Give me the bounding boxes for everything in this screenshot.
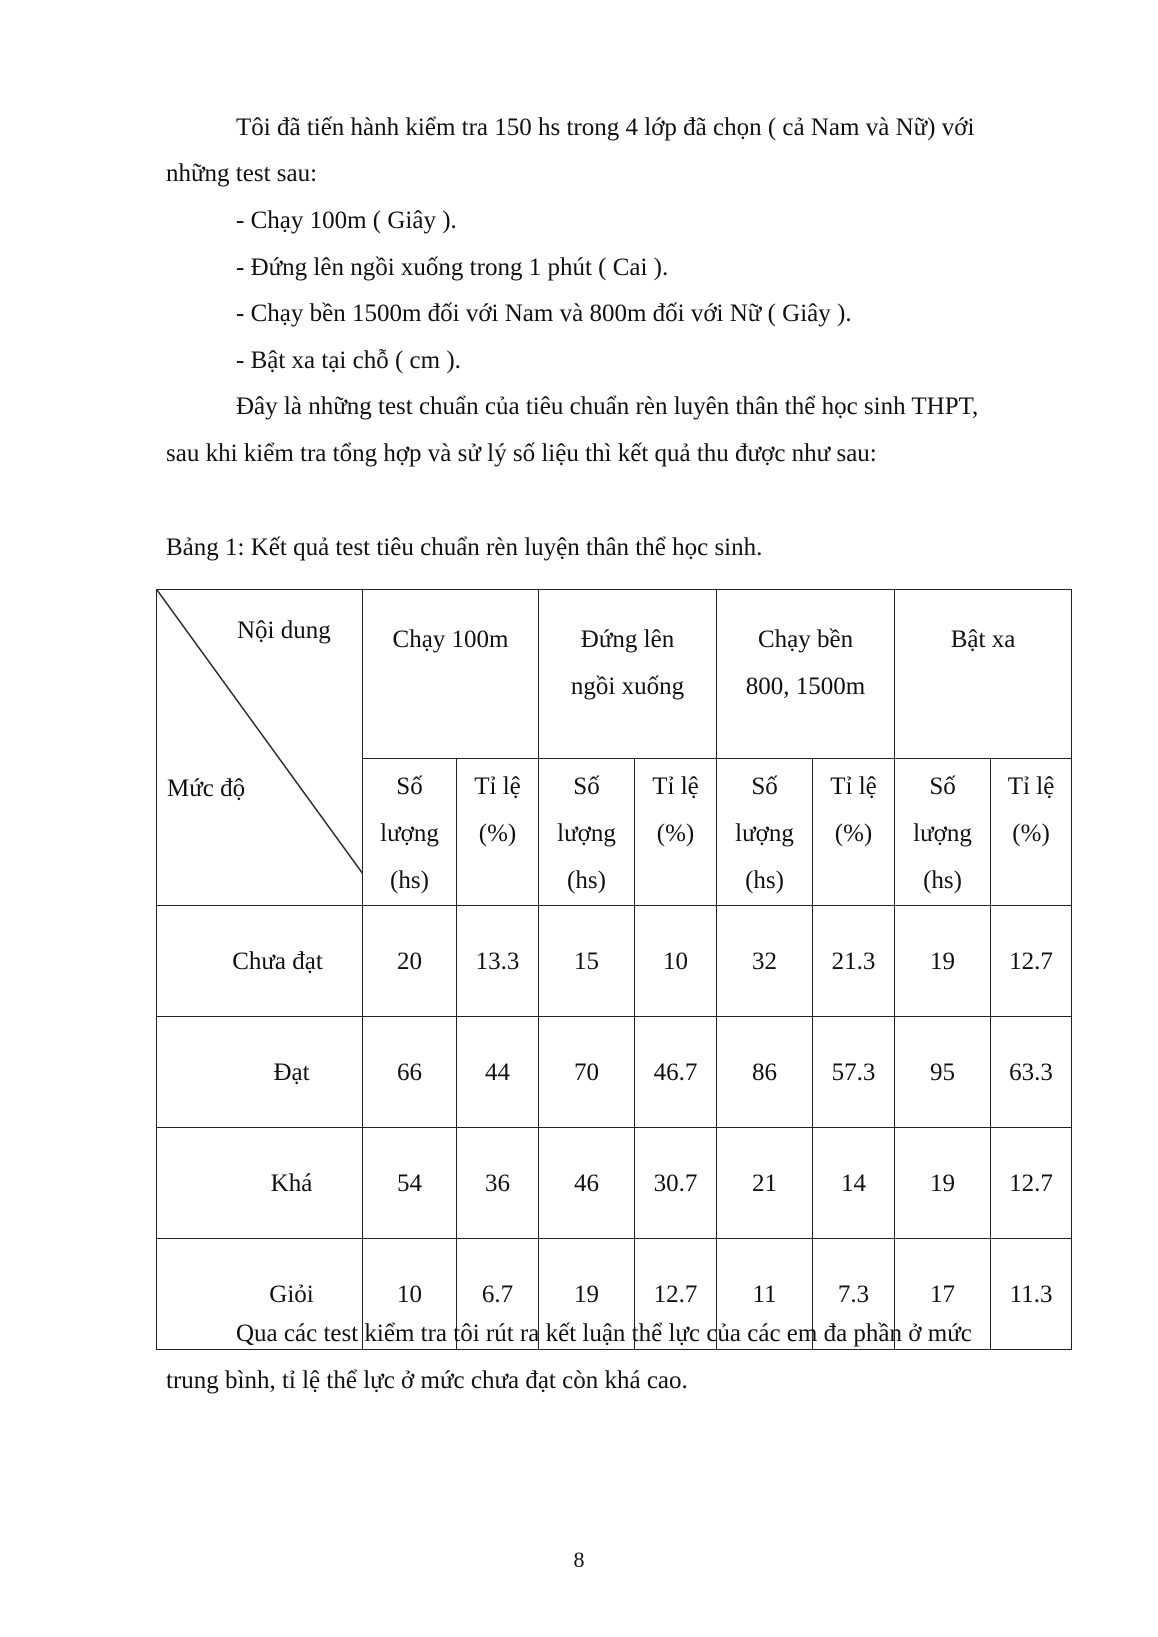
table-cell: 14 — [813, 1128, 895, 1239]
row-label: Đạt — [157, 1017, 363, 1128]
sub-header-count: Số lượng (hs) — [895, 759, 991, 906]
table-cell: 12.7 — [635, 1239, 717, 1350]
sub-header-count: Số lượng (hs) — [717, 759, 813, 906]
corner-bottom-label: Mức độ — [167, 775, 246, 802]
group-header: Đứng lên ngồi xuống — [539, 590, 717, 759]
page-number: 8 — [573, 1547, 585, 1572]
table-corner-header — [157, 590, 363, 906]
table-cell: 19 — [539, 1239, 635, 1350]
bullet-item: - Chạy 100m ( Giây ). — [236, 207, 457, 234]
table-cell: 20 — [363, 906, 457, 1017]
bullet-item: - Bật xa tại chỗ ( cm ). — [236, 347, 461, 374]
sub-header-count: Số lượng (hs) — [539, 759, 635, 906]
sub-header-count: Số lượng (hs) — [363, 759, 457, 906]
table-cell: 86 — [717, 1017, 813, 1128]
table-cell: 6.7 — [457, 1239, 539, 1350]
table-cell: 12.7 — [991, 1128, 1072, 1239]
paragraph-3-line-2: trung bình, tỉ lệ thể lực ở mức chưa đạt còn khá cao. — [166, 1367, 688, 1394]
table-cell: 32 — [717, 906, 813, 1017]
table-cell: 70 — [539, 1017, 635, 1128]
table-cell: 95 — [895, 1017, 991, 1128]
table-cell: 21 — [717, 1128, 813, 1239]
table-cell: 19 — [895, 1128, 991, 1239]
results-table — [156, 589, 1072, 1350]
sub-header-rate: Tỉ lệ (%) — [635, 759, 717, 906]
paragraph-1-line-2: những test sau: — [166, 160, 318, 187]
table-row — [157, 1017, 1072, 1128]
paragraph-1-line-1: Tôi đã tiến hành kiểm tra 150 hs trong 4 lớp đã chọn ( cả Nam và Nữ) với — [236, 114, 975, 141]
table-cell: 21.3 — [813, 906, 895, 1017]
table-cell: 63.3 — [991, 1017, 1072, 1128]
table-cell: 19 — [895, 906, 991, 1017]
corner-top-label: Nội dung — [237, 617, 331, 644]
group-header: Chạy bền 800, 1500m — [717, 590, 895, 759]
group-header: Bật xa — [895, 590, 1072, 759]
bullet-item: - Chạy bền 1500m đối với Nam và 800m đối với Nữ ( Giây ). — [236, 300, 852, 327]
bullet-item: - Đứng lên ngồi xuống trong 1 phút ( Cai ). — [236, 254, 669, 281]
table-cell: 17 — [895, 1239, 991, 1350]
row-label: Giỏi — [157, 1239, 363, 1350]
table-row — [157, 906, 1072, 1017]
paragraph-2-line-2: sau khi kiểm tra tổng hợp và sử lý số liệu thì kết quả thu được như sau: — [166, 440, 877, 467]
table-cell: 11.3 — [991, 1239, 1072, 1350]
table-cell: 54 — [363, 1128, 457, 1239]
table-caption: Bảng 1: Kết quả test tiêu chuẩn rèn luyện thân thể học sinh. — [166, 534, 763, 561]
table-cell: 36 — [457, 1128, 539, 1239]
table-cell: 66 — [363, 1017, 457, 1128]
sub-header-rate: Tỉ lệ (%) — [991, 759, 1072, 906]
table-row — [157, 1128, 1072, 1239]
table-cell: 11 — [717, 1239, 813, 1350]
table-cell: 30.7 — [635, 1128, 717, 1239]
table-cell: 10 — [363, 1239, 457, 1350]
group-header: Chạy 100m — [363, 590, 539, 759]
table-cell: 7.3 — [813, 1239, 895, 1350]
table-cell: 15 — [539, 906, 635, 1017]
paragraph-2-line-1: Đây là những test chuẩn của tiêu chuẩn rèn luyên thân thể học sinh THPT, — [236, 393, 979, 420]
table-cell: 44 — [457, 1017, 539, 1128]
sub-header-rate: Tỉ lệ (%) — [813, 759, 895, 906]
table-cell: 12.7 — [991, 906, 1072, 1017]
table-cell: 13.3 — [457, 906, 539, 1017]
sub-header-rate: Tỉ lệ (%) — [457, 759, 539, 906]
row-label: Chưa đạt — [157, 906, 363, 1017]
table-cell: 46 — [539, 1128, 635, 1239]
table-cell: 46.7 — [635, 1017, 717, 1128]
paragraph-3-line-1: Qua các test kiểm tra tôi rút ra kết luận thể lực của các em đa phần ở mức — [236, 1320, 972, 1347]
row-label: Khá — [157, 1128, 363, 1239]
table-cell: 10 — [635, 906, 717, 1017]
table-cell: 57.3 — [813, 1017, 895, 1128]
